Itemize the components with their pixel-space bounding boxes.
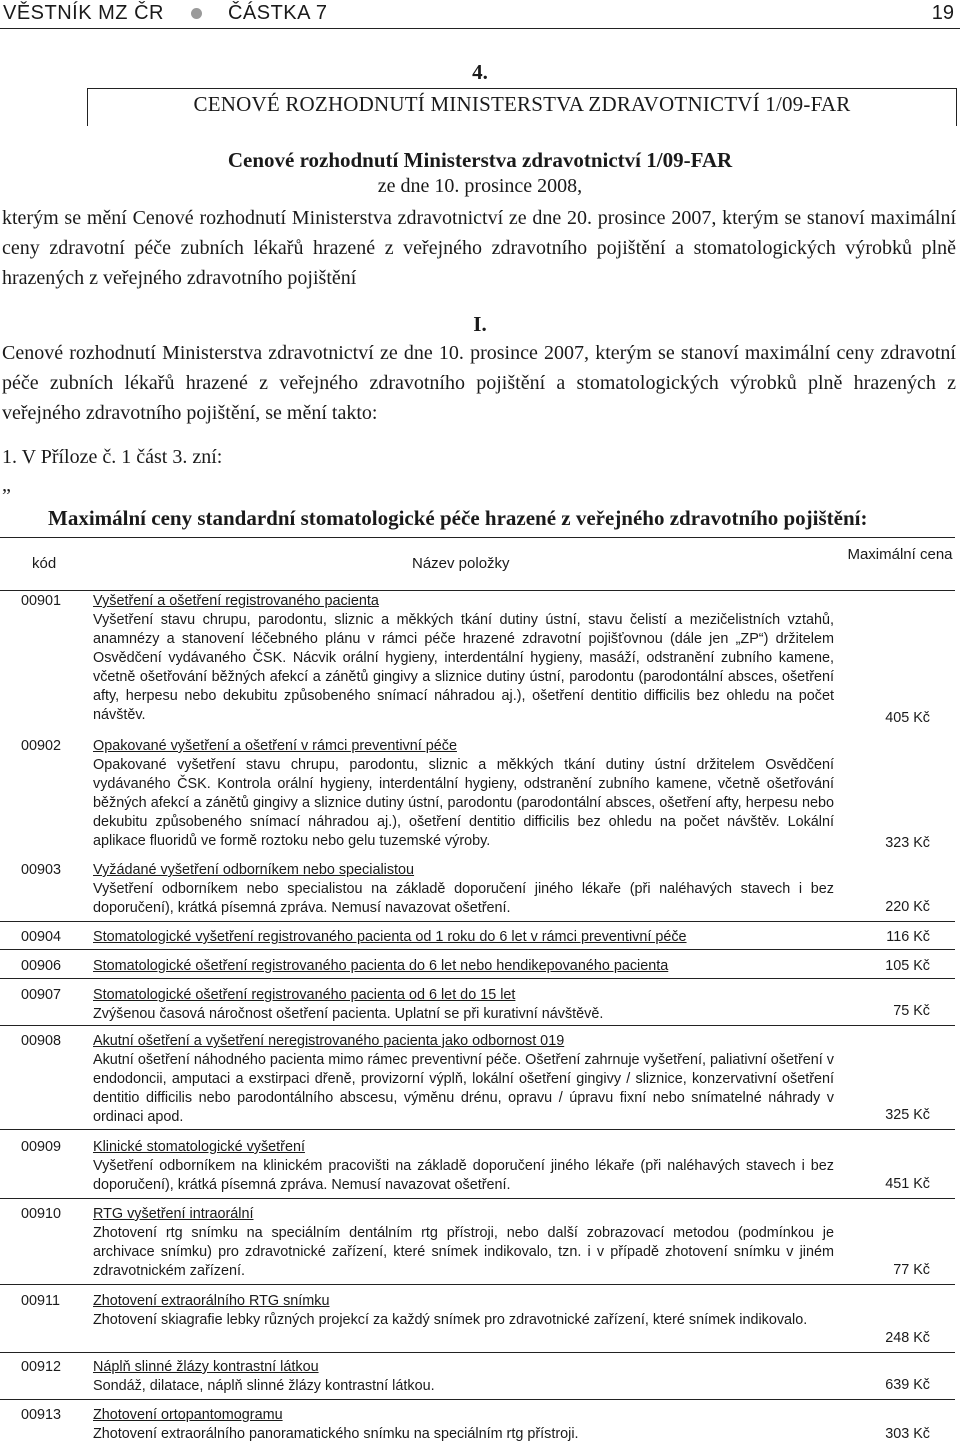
opening-quote: „ (2, 474, 11, 496)
row-price: 220 Kč (885, 899, 930, 915)
row-text: Sondáž, dilatace, náplň slinné žlázy kontrastní látkou. (93, 1378, 435, 1394)
row-body (93, 1406, 834, 1444)
row-text: Vyšetření odborníkem na klinickém pracovišti na základě doporučení jiného lékaře (při naléhavých stavech i bez doporučení), krátká písemná zpráva. Nemusí navazovat ošetření. (93, 1158, 834, 1193)
row-heading: Akutní ošetření a vyšetření neregistrovaného pacienta jako odbornost 019 (93, 1033, 565, 1049)
row-code: 00902 (21, 738, 62, 754)
row-body (93, 928, 834, 947)
row-price: 325 Kč (885, 1107, 930, 1123)
chapter-number: 4. (472, 60, 488, 84)
table-row (0, 986, 955, 1026)
table-row (0, 1358, 955, 1400)
row-code: 00906 (21, 958, 62, 974)
row-body (93, 1205, 834, 1281)
row-text: Zvýšenou časová náročnost ošetření pacienta. Uplatní se při kurativní návštěvě. (93, 1006, 604, 1022)
row-body (93, 1032, 834, 1127)
row-text: Akutní ošetření náhodného pacienta mimo rámec preventivní péče. Ošetření zahrnuje vyšetření, paliativní ošetření v endodoncii, amputaci a exstirpaci dřeně, provizorní výplň, lokální ošetření gingivy / sliznice, konzervativní ošetření dentitio difficilis nebo parodontálního abscesu, výměnu drénu, opravu / úpravu fixní nebo snímatelné náhrady v ordinaci apod. (93, 1052, 834, 1125)
price-table-header (0, 537, 955, 591)
row-code: 00911 (21, 1293, 60, 1309)
row-code: 00909 (21, 1139, 62, 1155)
row-text: Zhotovení extraorálního panoramatického snímku na speciálním rtg přístroji. (93, 1426, 579, 1442)
header-left (3, 2, 328, 25)
table-row (0, 928, 955, 950)
row-price: 77 Kč (893, 1262, 930, 1278)
row-heading: Vyžádané vyšetření odborníkem nebo specialistou (93, 862, 415, 878)
column-header-price: Maximální cena (847, 546, 953, 563)
row-price: 639 Kč (885, 1377, 930, 1393)
row-price: 105 Kč (885, 958, 930, 974)
row-text: Zhotovení skiagrafie lebky různých projekcí za každý snímek pro zdravotnické zařízení, které snímek indikovalo. (93, 1312, 808, 1328)
row-body (93, 957, 834, 976)
header-rule (0, 28, 960, 29)
running-header (0, 0, 960, 30)
column-header-code: kód (32, 555, 57, 572)
row-body (93, 1358, 834, 1396)
row-body (93, 592, 834, 725)
row-heading: Stomatologické ošetření registrovaného pacienta od 6 let do 15 let (93, 987, 516, 1003)
row-heading: Vyšetření a ošetření registrovaného pacienta (93, 593, 379, 609)
row-body (93, 861, 834, 918)
row-heading: Zhotovení extraorálního RTG snímku (93, 1293, 330, 1309)
table-row (0, 1406, 955, 1446)
chapter-title: CENOVÉ ROZHODNUTÍ MINISTERSTVA ZDRAVOTNICTVÍ 1/09-FAR (193, 92, 851, 116)
row-heading: Opakované vyšetření a ošetření v rámci preventivní péče (93, 738, 457, 754)
decision-date: ze dne 10. prosince 2008, (377, 175, 583, 197)
row-code: 00908 (21, 1033, 62, 1049)
row-price: 405 Kč (885, 710, 930, 726)
row-heading: Stomatologické vyšetření registrovaného pacienta od 1 roku do 6 let v rámci preventivní péče (93, 929, 687, 945)
column-header-name: Název položky (412, 555, 510, 572)
row-price: 116 Kč (886, 929, 930, 945)
part-label: ČÁSTKA 7 (227, 2, 328, 24)
row-text: Vyšetření stavu chrupu, parodontu, sliznic a měkkých tkání dutiny ústní, stavu čelistí a mezičelistních vztahů, anamnézy a stanovení léčebného plánu v rámci péče hrazené zdravotní pojišťovnou (dále jen „ZP“) držitelem Osvědčení vydávaného ČSK. Nácvik orální hygieny, interdentální hygieny, masáží, odstranění zubního kamene, včetně ošetřování běžných afekcí a zánětů gingivy a sliznice dutiny ústní, parodontu (parodontální absces, ošetření afty, herpesu nebo dekubitu způsobeného snímací náhradou aj.), ošetření dentitio difficilis bez ohledu na počet návštěv. (93, 612, 834, 723)
change-clause: 1. V Příloze č. 1 část 3. zní: (2, 446, 223, 468)
row-price: 248 Kč (885, 1330, 930, 1346)
table-title: Maximální ceny standardní stomatologické péče hrazené z veřejného zdravotního pojištění: (48, 506, 868, 530)
row-heading: Zhotovení ortopantomogramu (93, 1407, 283, 1423)
row-price: 303 Kč (885, 1426, 930, 1442)
row-code: 00912 (21, 1359, 62, 1375)
section-text: Cenové rozhodnutí Ministerstva zdravotnictví ze dne 10. prosince 2007, kterým se stanoví maximální ceny zdravotní péče zubních lékařů hrazené z veřejného zdravotního pojištění a stomatologických výrobků plně hrazených z veřejného zdravotního pojištění, se mění takto: (2, 342, 956, 424)
row-price: 451 Kč (885, 1176, 930, 1192)
row-text: Zhotovení rtg snímku na speciálním dentálním rtg přístroji, nebo další zobrazovací metodou (podmínkou je archivace snímku) pro zdravotnické zařízení, které snímek indikovalo, tzn. i v případě zhotovení snímku v jiném zdravotnickém zařízení. (93, 1225, 834, 1279)
row-code: 00913 (21, 1407, 62, 1423)
row-body (93, 986, 834, 1024)
row-heading: Náplň slinné žlázy kontrastní látkou (93, 1359, 319, 1375)
row-code: 00904 (21, 929, 62, 945)
table-row (0, 957, 955, 979)
table-row (0, 861, 955, 922)
section-number: I. (473, 312, 487, 336)
row-code: 00903 (21, 862, 62, 878)
table-row (0, 1032, 955, 1130)
row-code: 00907 (21, 987, 62, 1003)
decision-title: Cenové rozhodnutí Ministerstva zdravotnictví 1/09-FAR (227, 148, 733, 172)
row-price: 75 Kč (893, 1003, 930, 1019)
bullet-dot-icon (191, 8, 202, 19)
row-body (93, 1138, 834, 1195)
row-text: Vyšetření odborníkem nebo specialistou na základě doporučení jiného lékaře (při naléhavých stavech i bez doporučení), krátká písemná zpráva. Nemusí navazovat ošetření. (93, 881, 834, 916)
row-body (93, 1292, 834, 1330)
decision-intro: kterým se mění Cenové rozhodnutí Ministerstva zdravotnictví ze dne 20. prosince 2007, kterým se stanoví maximální ceny zdravotní péče zubních lékařů hrazené z veřejného zdravotního pojištění a stomatologických výrobků plně hrazených z veřejného zdravotního pojištění (2, 207, 956, 289)
row-heading: Stomatologické ošetření registrovaného pacienta do 6 let nebo hendikepovaného pacienta (93, 958, 669, 974)
row-heading: RTG vyšetření intraorální (93, 1206, 254, 1222)
row-code: 00901 (21, 593, 62, 609)
row-heading: Klinické stomatologické vyšetření (93, 1139, 305, 1155)
table-row (0, 1292, 955, 1353)
row-body (93, 737, 834, 851)
table-row (0, 592, 955, 728)
row-text: Opakované vyšetření stavu chrupu, parodontu, sliznic a měkkých tkání dutiny ústní držitelem Osvědčení vydávaného ČSK. Kontrola orální hygieny, interdentální hygieny, odstranění zubního kamene, včetně ošetřování běžných afekcí a zánětů gingivy a sliznice dutiny ústní, parodontu (parodontální absces, ošetření afty, herpesu nebo dekubitu způsobeného snímací náhradou aj.), ošetření dentitio difficilis bez ohledu na počet návštěv. Lokální aplikace fluoridů ve formě roztoku nebo gelu tuzemské výroby. (93, 757, 834, 849)
row-code: 00910 (21, 1206, 62, 1222)
page-number: 19 (931, 2, 954, 24)
table-row (0, 1205, 955, 1285)
table-row (0, 737, 955, 853)
row-price: 323 Kč (885, 835, 930, 851)
table-row (0, 1138, 955, 1199)
journal-name: VĚSTNÍK MZ ČR (3, 2, 164, 24)
